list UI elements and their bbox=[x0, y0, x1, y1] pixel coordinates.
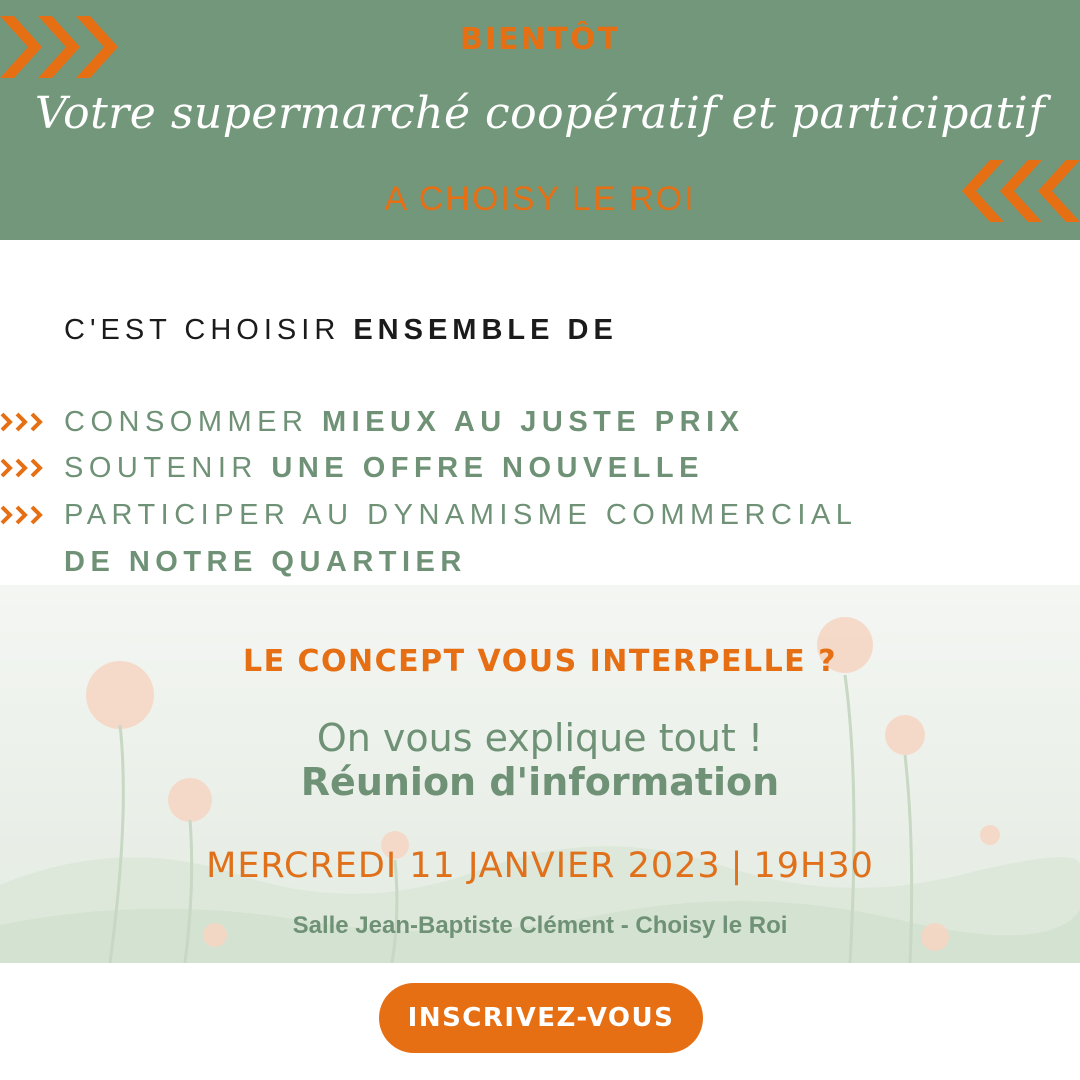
triple-chevron-right-icon bbox=[0, 411, 46, 433]
event-date: MERCREDI 11 JANVIER 2023 bbox=[206, 846, 721, 886]
item-plain: PARTICIPER AU DYNAMISME COMMERCIAL bbox=[64, 499, 858, 531]
item-plain: SOUTENIR bbox=[64, 452, 272, 484]
triple-chevron-right-icon bbox=[0, 457, 46, 479]
banner-city: A CHOISY LE ROI bbox=[384, 180, 696, 218]
item-bold: DE NOTRE QUARTIER bbox=[64, 546, 467, 578]
banner-tagline: Votre supermarché coopératif et participatif bbox=[34, 88, 1046, 139]
list-item bbox=[0, 448, 1080, 488]
header-banner bbox=[0, 0, 1080, 240]
hero-explain: On vous explique tout ! bbox=[316, 716, 764, 760]
date-separator: | bbox=[730, 846, 744, 886]
event-datetime bbox=[0, 846, 1080, 886]
item-bold: UNE OFFRE NOUVELLE bbox=[271, 452, 704, 484]
intro-emphasis: ENSEMBLE DE bbox=[353, 314, 618, 346]
hero-meeting-title: Réunion d'information bbox=[300, 760, 780, 804]
triple-chevron-right-icon bbox=[0, 504, 46, 526]
list-item bbox=[0, 402, 1080, 442]
list-item bbox=[0, 542, 1080, 582]
intro-lead: C'EST CHOISIR bbox=[64, 314, 354, 346]
item-plain: CONSOMMER bbox=[64, 406, 322, 438]
register-button[interactable]: INSCRIVEZ-VOUS bbox=[379, 983, 703, 1053]
hero-question: LE CONCEPT VOUS INTERPELLE ? bbox=[242, 644, 838, 679]
event-venue: Salle Jean-Baptiste Clément - Choisy le Roi bbox=[292, 912, 788, 939]
item-bold: MIEUX AU JUSTE PRIX bbox=[322, 406, 745, 438]
list-item bbox=[0, 495, 1080, 535]
event-time: 19H30 bbox=[753, 846, 874, 886]
banner-eyebrow: BIENTÔT bbox=[459, 22, 621, 57]
intro-heading bbox=[64, 314, 618, 347]
